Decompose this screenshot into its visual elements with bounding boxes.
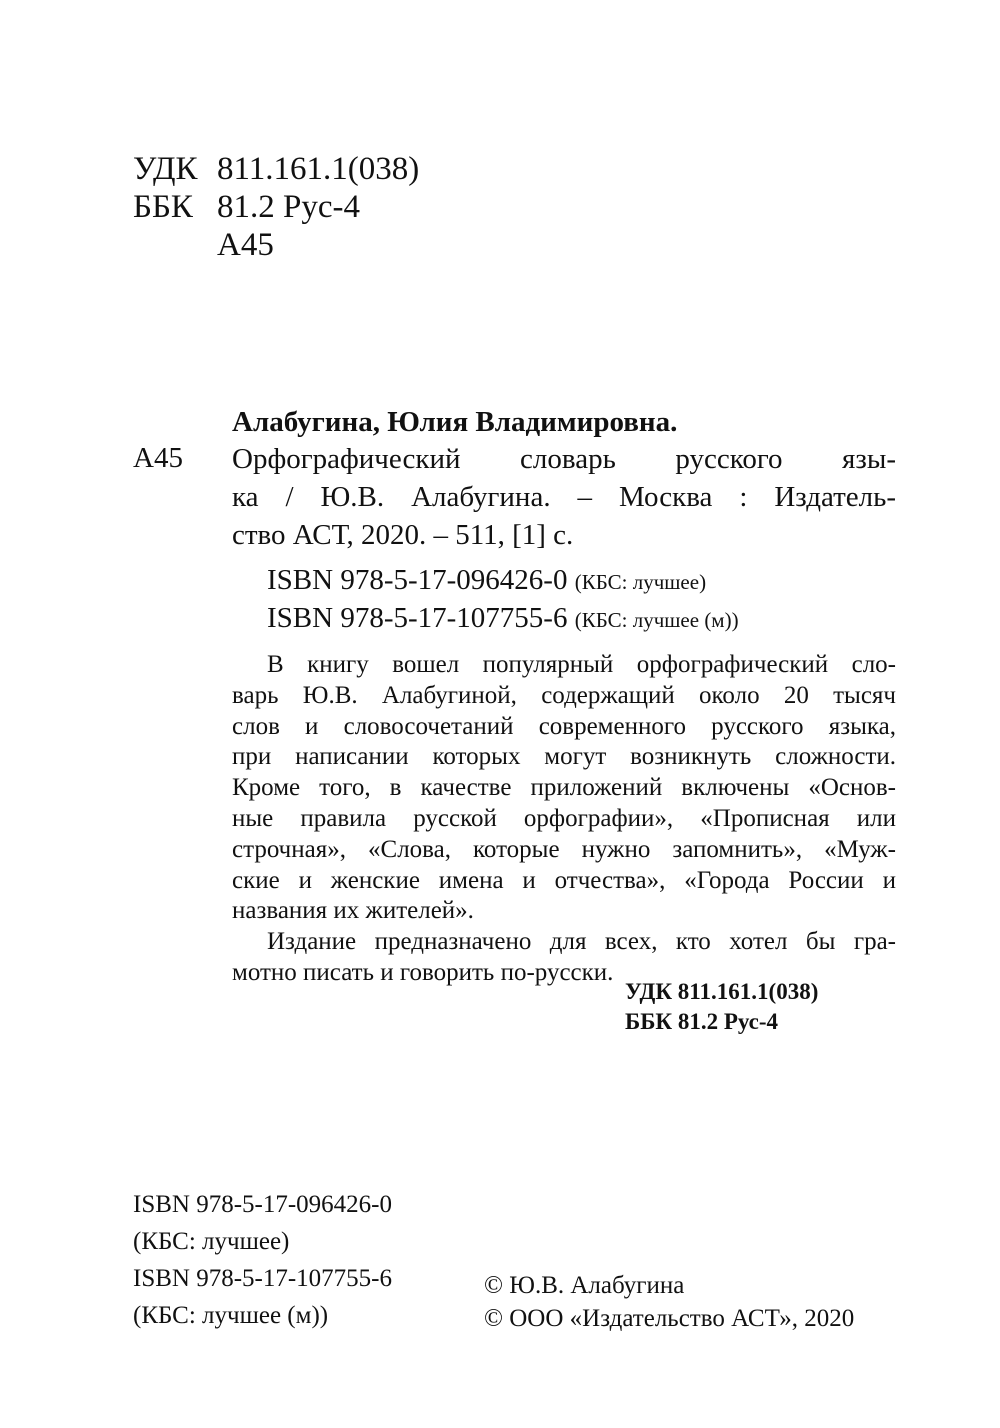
footer-isbn-list	[133, 1186, 392, 1334]
isbn-number: ISBN 978-5-17-096426-0	[267, 564, 568, 596]
udk-label: УДК	[133, 151, 198, 187]
bbk-value: 81.2 Рус-4	[217, 189, 360, 225]
bbk-row	[133, 188, 419, 226]
annotation-line: названия их жителей».	[232, 897, 474, 925]
footer-isbn-line: ISBN 978-5-17-107755-6	[133, 1265, 393, 1292]
annotation	[232, 650, 896, 989]
catalog-author-sign: А45	[133, 442, 183, 474]
annotation-line: Кроме того, в качестве приложений включены «Основ-	[232, 774, 896, 802]
author-sign: А45	[217, 227, 274, 263]
bottom-classification-codes	[625, 977, 818, 1037]
isbn-number: ISBN 978-5-17-107755-6	[267, 602, 568, 634]
udk-row	[133, 150, 419, 188]
annotation-line: В книгу вошел популярный орфографический сло-	[267, 651, 896, 678]
bbk-bottom: ББК 81.2 Рус-4	[625, 1009, 779, 1034]
isbn-entry	[267, 562, 739, 600]
annotation-line: варь Ю.В. Алабугиной, содержащий около 20 тысяч	[232, 681, 896, 709]
copyright-line: © Ю.В. Алабугина	[484, 1272, 685, 1299]
isbn-entry	[267, 600, 739, 638]
footer-isbn-line: ISBN 978-5-17-096426-0	[133, 1191, 393, 1218]
isbn-list	[267, 562, 739, 638]
bbk-label: ББК	[133, 189, 193, 225]
annotation-line: строчная», «Слова, которые нужно запомнить», «Муж-	[232, 835, 896, 863]
isbn-series: (КБС: лучшее (м))	[574, 608, 739, 632]
annotation-line: слов и словосочетаний современного русского языка,	[232, 712, 896, 740]
isbn-series: (КБС: лучшее)	[574, 570, 707, 594]
annotation-line: при написании которых могут возникнуть сложности.	[232, 743, 896, 771]
classification-codes	[133, 150, 419, 264]
description-line: ка / Ю.В. Алабугина. – Москва : Издатель-	[232, 481, 896, 513]
udk-value: 811.161.1(038)	[217, 151, 420, 187]
copyright-notice	[484, 1269, 854, 1335]
annotation-line: мотно писать и говорить по-русски.	[232, 958, 614, 986]
copyright-line: © ООО «Издательство АСТ», 2020	[484, 1305, 855, 1332]
footer-isbn-line: (КБС: лучшее)	[133, 1228, 290, 1255]
bibliographic-description	[232, 440, 896, 554]
udk-bottom: УДК 811.161.1(038)	[625, 979, 819, 1004]
annotation-line: ные правила русской орфографии», «Прописная или	[232, 804, 896, 832]
annotation-line: Издание предназначено для всех, кто хотел бы гра-	[267, 928, 896, 956]
description-line: Орфографический словарь русского язы-	[232, 443, 896, 475]
footer-isbn-line: (КБС: лучшее (м))	[133, 1302, 329, 1329]
annotation-line: ские и женские имена и отчества», «Города России и	[232, 866, 896, 894]
author-heading: Алабугина, Юлия Владимировна.	[232, 406, 678, 438]
description-line: ство АСТ, 2020. – 511, [1] с.	[232, 519, 574, 551]
